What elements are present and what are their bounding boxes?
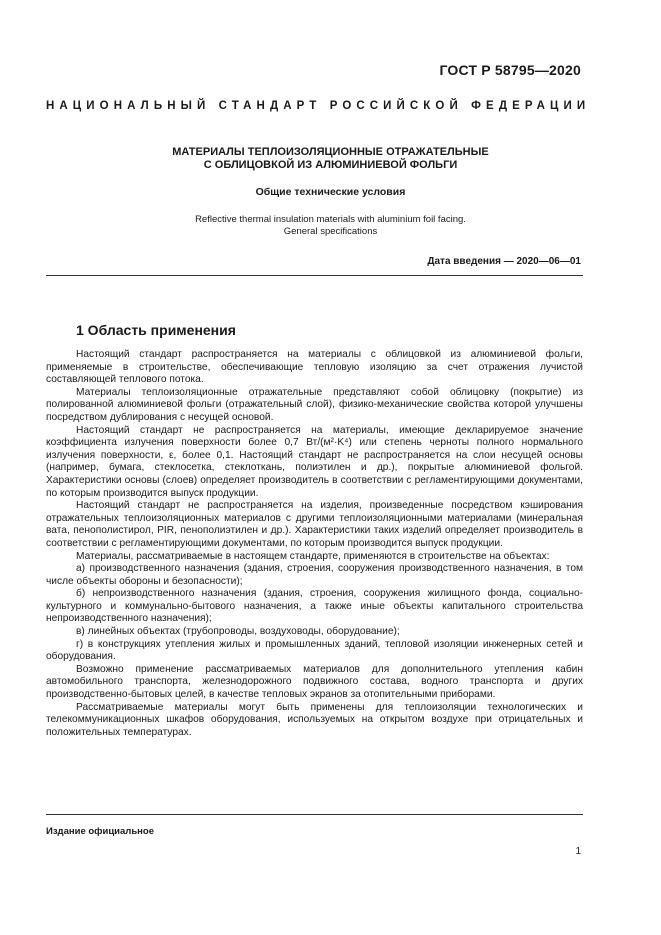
list-item-c: в) линейных объектах (трубопроводы, воздуховоды, оборудование); — [76, 626, 400, 638]
paragraph: Материалы теплоизоляционные отражательные представляют собой облицовку (покрытие) из полированной алюминиевой фольги (отражательный слой), физико-механические свойства которой улучшены посредством дублирования с несущей основой. — [46, 386, 583, 423]
divider-top — [46, 275, 583, 276]
section-heading: 1 Область применения — [76, 322, 236, 338]
title-block — [80, 146, 581, 238]
page-number: 1 — [575, 846, 581, 857]
list-item-a: а) производственного назначения (здания, строения, сооружения производственного назначения, в том числе объекты обороны и безопасности); — [46, 563, 583, 587]
paragraph: Рассматриваемые материалы могут быть применены для теплоизоляции технологических и телекоммуникационных шкафов оборудования, используемых на открытом воздухе при отрицательных и положительных температурах. — [46, 701, 583, 738]
introduction-date: Дата введения — 2020—06—01 — [427, 256, 581, 267]
paragraph: Настоящий стандарт не распространяется на изделия, произведенные посредством кэширования отражательных теплоизоляционных материалов с другими теплоизоляционными материалами (минеральная вата, пенополистирол, PIR, пенополиэтилен и др.). Характеристики таких изделий определяет производитель в соответствии с регламентирующими документами, по которым производится выпуск продукции. — [46, 500, 583, 549]
divider-bottom — [46, 814, 583, 815]
list-item-b: б) непроизводственного назначения (здания, строения, сооружения жилищного фонда, социально-культурного и коммунально-бытового назначения, а также иные объекты капитального строительства непроизводственного назначения); — [46, 588, 583, 625]
national-standard-heading: НАЦИОНАЛЬНЫЙ СТАНДАРТ РОССИЙСКОЙ ФЕДЕРАЦИИ — [46, 100, 591, 112]
paragraph: Настоящий стандарт распространяется на материалы с облицовкой из алюминиевой фольги, применяемые в строительстве, обеспечивающие тепловую изоляцию за счет отражения лучистой составляющей теплового потока. — [46, 349, 583, 386]
subtitle: Общие технические условия — [255, 186, 406, 198]
english-title-line-1: Reflective thermal insulation materials with aluminium foil facing. — [195, 214, 466, 225]
list-item-d: г) в конструкциях утепления жилых и промышленных зданий, тепловой изоляции инженерных сетей и оборудования. — [46, 638, 583, 663]
title-line-2: С ОБЛИЦОВКОЙ ИЗ АЛЮМИНИЕВОЙ ФОЛЬГИ — [203, 159, 458, 171]
standard-code: ГОСТ Р 58795—2020 — [439, 62, 581, 78]
title-line-1: МАТЕРИАЛЫ ТЕПЛОИЗОЛЯЦИОННЫЕ ОТРАЖАТЕЛЬНЫЕ — [172, 146, 489, 158]
paragraph: Настоящий стандарт не распространяется на материалы, имеющие декларируемое значение коэффициента излучения поверхности более 0,7 Вт/(м²·K⁴) или степень черноты полного нормального излучения поверхности, ε, более 0,1. Настоящий стандарт не распространяется на слои несущей основы (например, бумага, стеклосетка, стеклоткань, полиэтилен и др.), покрытые алюминиевой фольгой. Характеристики основы (слоев) определяет производитель в соответствии с регламентирующими документами, по которым производится выпуск продукции. — [46, 424, 583, 499]
english-title-line-2: General specifications — [283, 226, 378, 237]
official-edition-label: Издание официальное — [46, 826, 154, 837]
paragraph: Возможно применение рассматриваемых материалов для дополнительного утепления кабин автомобильного транспорта, железнодорожного подвижного состава, водного транспорта и других производственно-бытовых целей, в качестве тепловых экранов за отопительными приборами. — [46, 663, 583, 701]
english-title — [80, 214, 581, 238]
section-body — [46, 349, 583, 739]
paragraph: Материалы, рассматриваемые в настоящем стандарте, применяются в строительстве на объектах: — [76, 550, 550, 562]
